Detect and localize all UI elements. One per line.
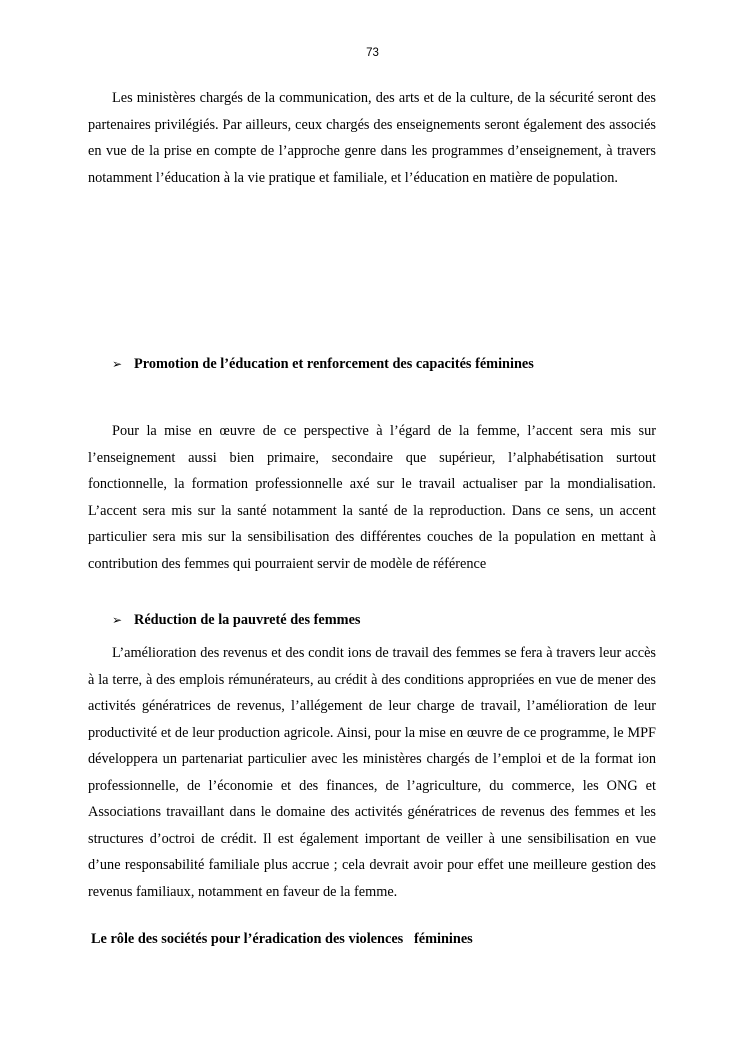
heading-education: [112, 354, 672, 374]
paragraph-education: Pour la mise en œuvre de ce perspective à l’égard de la femme, l’accent sera mis sur l’enseignement aussi bien primaire, secondaire que supérieur, l’alphabétisation surtout fonctionnelle, la formation professionnelle axé sur le travail actualiser par la mondialisation. L’accent sera mis sur la santé notamment la santé de la reproduction. Dans ce sens, un accent particulier sera mis sur la sensibilisation des différentes couches de la population en mettant à contribution des femmes qui pourraient servir de modèle de référence: [88, 423, 656, 572]
paragraph-partners: Les ministères chargés de la communication, des arts et de la culture, de la sécurité seront des partenaires privilégiés. Par ailleurs, ceux chargés des enseignements seront également des associés en vue de la prise en compte de l’approche genre dans les programmes d’enseignement, à travers notamment l’éducation à la vie pratique et familiale, et l’éducation en matière de population.: [88, 90, 656, 186]
page-number: 73: [366, 47, 379, 59]
heading-violence: Le rôle des sociétés pour l’éradication des violences féminines: [91, 931, 473, 947]
paragraph-poverty: L’amélioration des revenus et des condit ions de travail des femmes se fera à travers leur accès à la terre, à des emplois rémunérateurs, au crédit à des conditions appropriées en vue de mener des activités génératrices de revenus, l’allégement de leur charge de travail, l’amélioration de leur productivité et de leur production agricole. Ainsi, pour la mise en œuvre de ce programme, le MPF développera un partenariat particulier avec les ministères chargés de l’emploi et de la format ion professionnelle, de l’économie et des finances, de l’agriculture, du commerce, les ONG et Associations travaillant dans le domaine des activités génératrices de revenus des femmes et les structures d’octroi de crédit. Il est également important de veiller à une sensibilisation en vue d’une responsabilité familiale plus accrue ; cela devrait avoir pour effet une meilleure gestion des revenus familiaux, notamment en faveur de la femme.: [88, 645, 656, 900]
heading-poverty-text: Réduction de la pauvreté des femmes: [134, 612, 361, 628]
heading-education-text: Promotion de l’éducation et renforcement des capacités féminines: [134, 356, 534, 372]
heading-poverty: [112, 610, 672, 630]
arrow-bullet-icon: ➢: [112, 357, 123, 371]
arrow-bullet-icon: ➢: [112, 613, 123, 627]
